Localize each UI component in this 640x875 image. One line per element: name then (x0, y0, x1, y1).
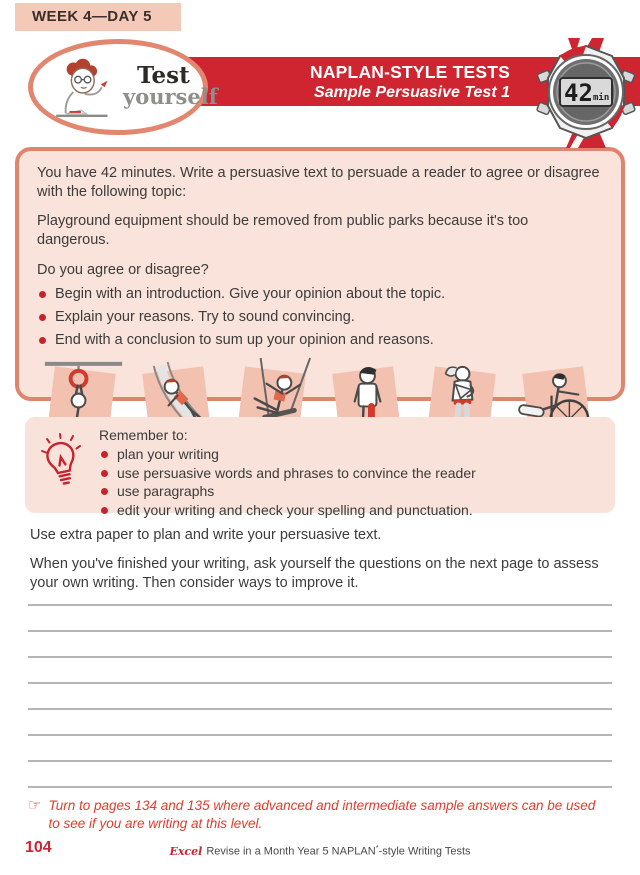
task-box (15, 147, 625, 401)
timer-value: 42 (564, 79, 593, 107)
footer-text-pre: Revise in a Month Year 5 NAPLAN (206, 845, 376, 858)
writing-lines-area (28, 580, 612, 788)
remember-bullet-label: plan your writing (117, 446, 219, 462)
task-bullet (39, 331, 603, 350)
writing-line (28, 736, 612, 762)
bullet-dot (39, 291, 46, 298)
logo-text (109, 62, 218, 109)
bullet-dot (39, 337, 46, 344)
logo-text-yourself: yourself (123, 83, 218, 109)
bullet-dot (101, 470, 108, 477)
task-topic: Playground equipment should be removed from public parks because it's too dangerous. (37, 213, 529, 249)
bullet-dot (101, 451, 108, 458)
writing-line (28, 632, 612, 658)
remember-bullet (101, 465, 476, 481)
week-day-banner: WEEK 4—DAY 5 (15, 3, 181, 31)
remember-bullet-label: use persuasive words and phrases to convince the reader (117, 464, 476, 481)
stopwatch-icon (536, 38, 636, 148)
logo-text-test: Test (137, 61, 190, 89)
footer-trademark: * (375, 843, 379, 852)
writing-line (28, 658, 612, 684)
remember-box (25, 417, 615, 518)
instruction-self-assess: When you've finished your writing, ask yourself the questions on the next page to assess your own writing. Then consider ways to improve it. (30, 556, 599, 592)
book-footer (0, 843, 640, 858)
task-bullet (39, 285, 603, 304)
remember-content (99, 426, 476, 518)
pointing-hand-icon: ☞ (28, 797, 42, 814)
instruction-extra-paper: Use extra paper to plan and write your persuasive text. (30, 527, 382, 543)
task-bullet-label: End with a conclusion to sum up your opinion and reasons. (55, 331, 434, 348)
remember-bullet (101, 502, 476, 518)
header-banner-text (310, 62, 510, 102)
footer-text-post: -style Writing Tests (378, 845, 471, 858)
writing-line (28, 606, 612, 632)
task-bullet (39, 308, 603, 327)
banner-title: NAPLAN-STYLE TESTS (310, 61, 510, 82)
task-question: Do you agree or disagree? (37, 261, 209, 278)
footnote-text: Turn to pages 134 and 135 where advanced and intermediate sample answers can be used to see if you are writing at this level. (48, 798, 596, 831)
writing-line (28, 580, 612, 606)
page-number: 104 (25, 839, 52, 856)
banner-subtitle: Sample Persuasive Test 1 (314, 83, 510, 101)
writing-line (28, 762, 612, 788)
bullet-dot (39, 314, 46, 321)
remember-bullet (101, 483, 476, 499)
task-bullet-label: Explain your reasons. Try to sound convincing. (55, 308, 355, 325)
writing-boy-illustration (41, 56, 117, 128)
timer-unit: min (593, 93, 610, 103)
remember-bullet-label: edit your writing and check your spelling and punctuation. (117, 501, 473, 518)
task-intro: You have 42 minutes. Write a persuasive text to persuade a reader to agree or disagree with the following topic: (37, 165, 600, 201)
writing-line (28, 710, 612, 736)
task-bullet-label: Begin with an introduction. Give your opinion about the topic. (55, 285, 446, 302)
bullet-dot (101, 488, 108, 495)
test-yourself-logo (28, 39, 218, 135)
remember-bullet (101, 446, 476, 462)
footer-brand: Excel (169, 844, 203, 858)
bullet-dot (101, 507, 108, 514)
lightbulb-icon (39, 432, 85, 492)
remember-bullet-label: use paragraphs (117, 483, 215, 499)
remember-title: Remember to: (99, 427, 188, 443)
footnote (28, 797, 604, 832)
writing-line (28, 684, 612, 710)
